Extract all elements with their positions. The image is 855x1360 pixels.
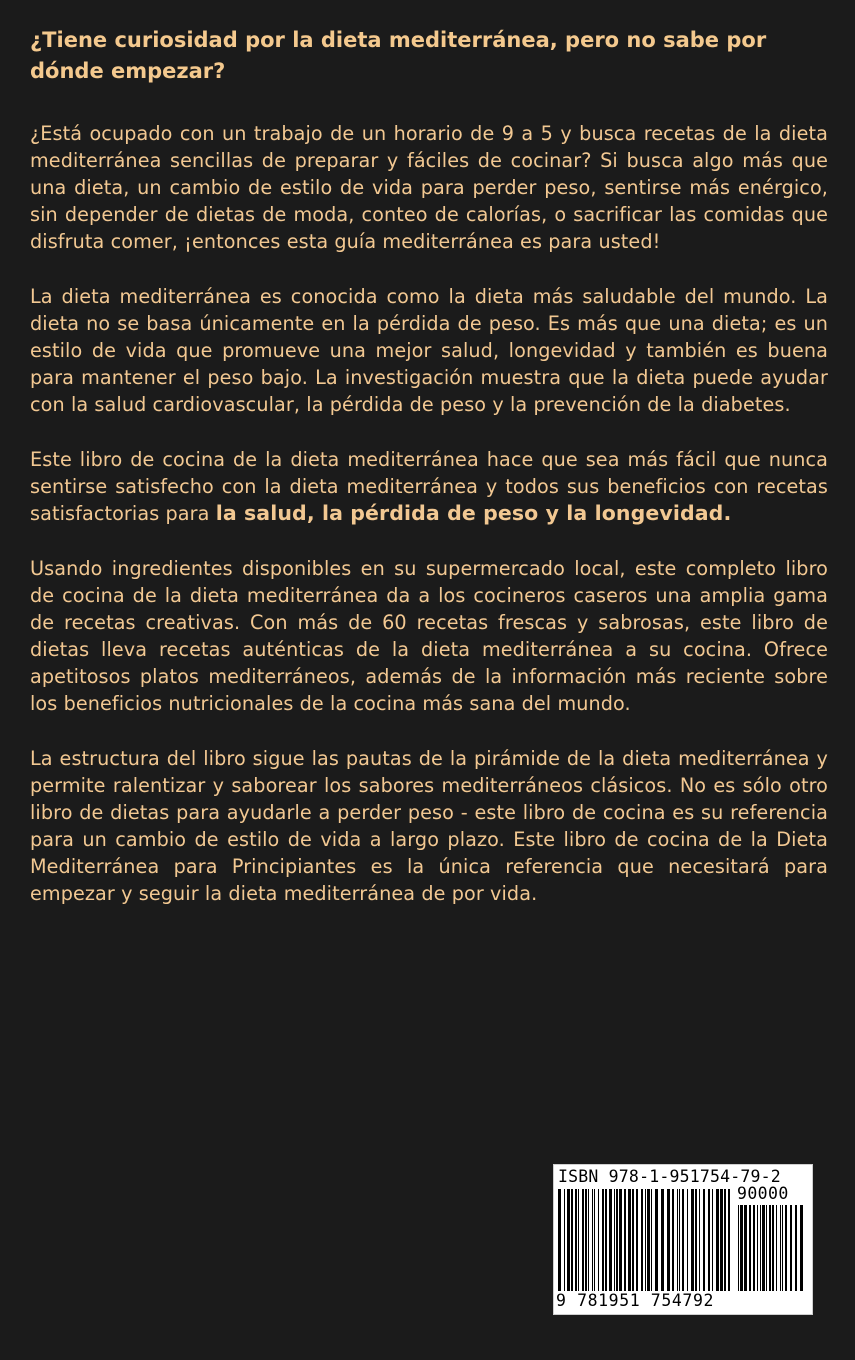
cover-heading: ¿Tiene curiosidad por la dieta mediterránea, pero no sabe por dónde empezar? [30, 28, 767, 83]
barcode-bar [592, 1189, 593, 1291]
barcode-bar [682, 1189, 684, 1291]
barcode-bar [753, 1205, 755, 1291]
barcode-bar [790, 1205, 792, 1291]
paragraph-3-emphasis: la salud, la pérdida de peso y la longevidad. [215, 501, 732, 525]
barcode-bar [757, 1205, 758, 1291]
barcode-digits: 9 781951 754792 [556, 1291, 715, 1310]
barcode-bar [699, 1189, 700, 1291]
barcode-bar [628, 1189, 631, 1291]
barcode-bar [575, 1189, 577, 1291]
barcode-bar [782, 1205, 783, 1291]
barcode-bar [641, 1189, 643, 1291]
barcode-bar [651, 1189, 652, 1291]
barcode-bar [800, 1205, 803, 1291]
barcode-bar [679, 1189, 680, 1291]
paragraph-2: La dieta mediterránea es conocida como la dieta más saludable del mundo. La dieta no se basa únicamente en la pérdida de peso. Es más que una dieta; es un estilo de vida que promueve una mejor salud, longevidad y también es buena para mantener el peso bajo. La investigación muestra que la dieta puede ayudar con la salud cardiovascular, la pérdida de peso y la prevención de la diabetes. [30, 285, 828, 416]
barcode-bar [582, 1189, 584, 1291]
barcode-bar [647, 1189, 650, 1291]
price-code: 90000 [737, 1184, 789, 1203]
barcode-bar [632, 1189, 634, 1291]
barcode-bar [776, 1205, 777, 1291]
barcode-bar [738, 1205, 739, 1291]
barcode-bar [636, 1189, 638, 1291]
barcode-bar [645, 1189, 646, 1291]
barcode-bar [695, 1189, 697, 1291]
barcode-bar [708, 1189, 710, 1291]
barcode-bar [567, 1189, 570, 1291]
barcode-bar [691, 1189, 694, 1291]
barcode-bar [661, 1189, 664, 1291]
back-cover-text [30, 25, 828, 935]
paragraph-3-text: Este libro de cocina de la dieta mediterránea hace que sea más fácil que nunca sentirse satisfecho con la dieta mediterránea y todos sus beneficios con recetas satisfactorias para [30, 448, 828, 525]
barcode-bar [585, 1189, 587, 1291]
barcode-bar [760, 1205, 761, 1291]
paragraph-1: ¿Está ocupado con un trabajo de un horario de 9 a 5 y busca recetas de la dieta mediterránea sencillas de preparar y fáciles de cocinar? Si busca algo más que una dieta, un cambio de estilo de vida para perder peso, sentirse más enérgico, sin depender de dietas de moda, conteo de calorías, o sacrificar las comidas que disfruta comer, ¡entonces esta guía mediterránea es para usted! [30, 122, 828, 253]
barcode-bar [588, 1189, 589, 1291]
barcode-bar [712, 1189, 713, 1291]
barcode-bar [624, 1189, 626, 1291]
barcode-bar [614, 1189, 615, 1291]
barcode-bar [728, 1189, 730, 1291]
barcode-bar [571, 1189, 573, 1291]
barcode-bar [619, 1189, 622, 1291]
barcode-bar [598, 1189, 599, 1291]
isbn-label: ISBN 978-1-951754-79-2 [558, 1167, 781, 1186]
barcode-bar [605, 1189, 607, 1291]
barcode-bar [720, 1189, 723, 1291]
paragraph-4: Usando ingredientes disponibles en su supermercado local, este completo libro de cocina de la dieta mediterránea da a los cocineros caseros una amplia gama de recetas creativas. Con más de 60 recetas frescas y sabrosas, este libro de dietas lleva recetas auténticas de la dieta mediterránea a su cocina. Ofrece apetitosos platos mediterráneos, además de la información más reciente sobre los beneficios nutricionales de la cocina más sana del mundo. [30, 557, 828, 715]
barcode-bar [785, 1205, 787, 1291]
barcode-bar [667, 1189, 670, 1291]
barcode-bar [769, 1205, 771, 1291]
barcode-bar [716, 1189, 719, 1291]
barcode-bar [762, 1205, 765, 1291]
barcode-bar [795, 1205, 797, 1291]
barcode-bar [655, 1189, 658, 1291]
barcode-bar [578, 1189, 579, 1291]
barcode-bar [594, 1189, 595, 1291]
barcode-bar [558, 1189, 561, 1291]
barcode-bar [687, 1189, 688, 1291]
barcode-bar [744, 1205, 747, 1291]
barcode-bar [772, 1205, 774, 1291]
barcode-bar [616, 1189, 618, 1291]
barcode-bar [780, 1205, 781, 1291]
barcode-bar [703, 1189, 705, 1291]
isbn-barcode [553, 1164, 813, 1315]
paragraph-3 [30, 446, 828, 527]
barcode-bar [564, 1189, 565, 1291]
barcode-bar [672, 1189, 674, 1291]
barcode-bar [677, 1189, 678, 1291]
paragraph-5: La estructura del libro sigue las pautas de la pirámide de la dieta mediterránea y permite ralentizar y saborear los sabores mediterráneos clásicos. No es sólo otro libro de dietas para ayudarle a perder peso - este libro de cocina es su referencia para un cambio de estilo de vida a largo plazo. Este libro de cocina de la Dieta Mediterránea para Principiantes es la única referencia que necesitará para empezar y seguir la dieta mediterránea de por vida. [30, 747, 828, 905]
barcode-bar [766, 1205, 767, 1291]
barcode-bar [740, 1205, 743, 1291]
barcode-bar [749, 1205, 751, 1291]
barcode-bar [724, 1189, 726, 1291]
barcode-bar [609, 1189, 612, 1291]
barcode-bar [602, 1189, 604, 1291]
